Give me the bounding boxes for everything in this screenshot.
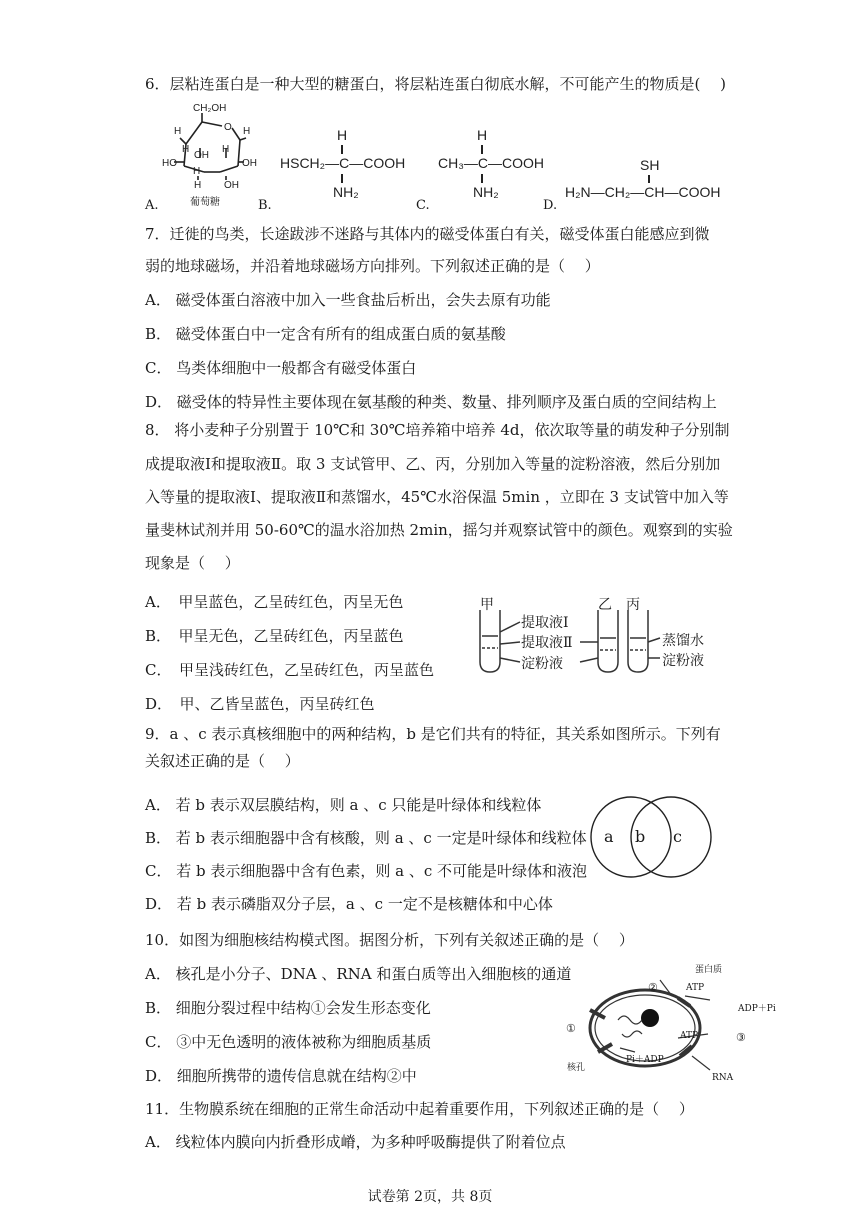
q8-option-d: D． 甲、乙皆呈蓝色，丙呈砖红色	[145, 695, 375, 713]
q6-option-a: A.	[145, 198, 159, 213]
q6-c-top: H	[477, 127, 488, 143]
q8-label-extract1: 提取液Ⅰ	[521, 615, 569, 631]
q7-option-a: A． 磁受体蛋白溶液中加入一些食盐后析出，会失去原有功能	[145, 291, 551, 309]
venn-label-a: a	[604, 827, 614, 846]
q8-stem-5: 现象是（ ）	[145, 554, 240, 572]
q9-stem-2: 关叙述正确的是（ ）	[145, 752, 300, 770]
nucleus-label-pore: 核孔	[567, 1063, 586, 1073]
q8-option-c: C． 甲呈浅砖红色，乙呈砖红色，丙呈蓝色	[145, 661, 434, 679]
q8-stem-3: 入等量的提取液Ⅰ、提取液Ⅱ和蒸馏水，45℃水浴保温 5min ，立即在 3 支试管中加入等	[145, 488, 729, 506]
glucose-o: O	[224, 122, 232, 133]
nucleus-label-n1: ①	[566, 1022, 576, 1035]
glucose-h5: H	[193, 166, 201, 177]
q10-option-a: A． 核孔是小分子、DNA 、RNA 和蛋白质等出入细胞核的通道	[145, 965, 572, 983]
nucleus-label-pi-adp: Pi＋ADP	[626, 1055, 664, 1065]
q8-label-starch-right: 淀粉液	[662, 653, 704, 669]
q7-option-b: B． 磁受体蛋白中一定含有所有的组成蛋白质的氨基酸	[145, 325, 506, 343]
q9-option-d: D． 若 b 表示磷脂双分子层，a 、c 一定不是核糖体和中心体	[145, 895, 553, 913]
q6-c-main: CH₃—C—COOH	[438, 155, 545, 171]
glucose-h6: H	[194, 180, 202, 191]
q10-option-d: D． 细胞所携带的遗传信息就在结构②中	[145, 1067, 417, 1085]
nucleus-label-adp-pi: ADP＋Pi	[738, 1004, 776, 1014]
nucleus-label-atp-top: ATP	[686, 983, 705, 993]
glucose-oh1: OH	[194, 150, 209, 161]
glucose-ho: HO	[162, 158, 177, 169]
q9-option-a: A． 若 b 表示双层膜结构，则 a 、c 只能是叶绿体和线粒体	[145, 796, 542, 814]
glucose-oh2: OH	[242, 158, 257, 169]
q9-option-c: C． 若 b 表示细胞器中含有色素，则 a 、c 不可能是叶绿体和液泡	[145, 862, 588, 880]
q6-d-main: H₂N—CH₂—CH—COOH	[565, 184, 721, 200]
q8-label-yi: 乙	[598, 597, 612, 613]
q8-stem-4: 量斐林试剂并用 50-60℃的温水浴加热 2min，摇匀并观察试管中的颜色。观察到的实验	[145, 521, 733, 539]
glucose-ch2oh: CH₂OH	[193, 103, 227, 114]
q9-stem-1: 9．a 、c 表示真核细胞中的两种结构，b 是它们共有的特征，其关系如图所示。下列有	[145, 725, 721, 743]
glucose-oh3: OH	[224, 180, 239, 191]
q8-label-jia: 甲	[480, 597, 494, 613]
q10-option-c: C． ③中无色透明的液体被称为细胞质基质	[145, 1033, 432, 1051]
q8-label-bing: 丙	[626, 597, 640, 613]
q6-stem: 6．层粘连蛋白是一种大型的糖蛋白，将层粘连蛋白彻底水解，不可能产生的物质是( )	[145, 75, 727, 93]
q7-option-d: D． 磁受体的特异性主要体现在氨基酸的种类、数量、排列顺序及蛋白质的空间结构上	[145, 393, 717, 411]
q9-option-b: B． 若 b 表示细胞器中含有核酸，则 a 、c 一定是叶绿体和线粒体	[145, 829, 587, 847]
q10-option-b: B． 细胞分裂过程中结构①会发生形态变化	[145, 999, 431, 1017]
q6-option-b: B.	[258, 198, 272, 213]
q6-c-bottom: NH₂	[473, 184, 499, 200]
q8-option-a: A． 甲呈蓝色，乙呈砖红色，丙呈无色	[145, 593, 404, 611]
q6-c-vbar-top	[481, 145, 483, 154]
nucleus-label-protein: 蛋白质	[695, 965, 723, 975]
q6-c-vbar-bottom	[481, 174, 483, 183]
q10-nucleus-figure	[560, 960, 780, 1085]
q6-d-top: SH	[640, 157, 660, 173]
nucleus-label-rna: RNA	[712, 1073, 734, 1083]
glucose-label: 葡萄糖	[190, 197, 220, 208]
q7-stem-1: 7．迁徙的鸟类，长途跋涉不迷路与其体内的磁受体蛋白有关，磁受体蛋白能感应到微	[145, 225, 710, 243]
q6-b-vbar-bottom	[341, 174, 343, 183]
q8-stem-2: 成提取液Ⅰ和提取液Ⅱ。取 3 支试管甲、乙、丙，分别加入等量的淀粉溶液，然后分别加	[145, 455, 721, 473]
glucose-h1: H	[174, 126, 182, 137]
q7-option-c: C． 鸟类体细胞中一般都含有磁受体蛋白	[145, 359, 417, 377]
glucose-h3: H	[182, 144, 190, 155]
q11-stem: 11．生物膜系统在细胞的正常生命活动中起着重要作用，下列叙述正确的是（ ）	[145, 1100, 694, 1118]
page-footer: 试卷第 2页，共 8页	[367, 1189, 493, 1205]
q6-b-bottom: NH₂	[333, 184, 359, 200]
nucleus-label-n3: ③	[736, 1031, 746, 1044]
nucleus-label-atp-mid: ATP	[680, 1031, 699, 1041]
q7-stem-2: 弱的地球磁场，并沿着地球磁场方向排列。下列叙述正确的是（ ）	[145, 257, 600, 275]
glucose-h4: H	[222, 144, 230, 155]
q8-option-b: B． 甲呈无色，乙呈砖红色，丙呈蓝色	[145, 627, 404, 645]
q11-option-a: A． 线粒体内膜向内折叠形成嵴，为多种呼吸酶提供了附着位点	[145, 1133, 566, 1151]
q8-label-extract2: 提取液Ⅱ	[521, 635, 573, 651]
q8-stem-1: 8． 将小麦种子分别置于 10℃和 30℃培养箱中培养 4d，依次取等量的萌发种子分别制	[145, 421, 730, 439]
q8-label-water: 蒸馏水	[662, 633, 704, 649]
q6-b-main: HSCH₂—C—COOH	[280, 155, 406, 171]
q10-stem: 10．如图为细胞核结构模式图。据图分析，下列有关叙述正确的是（ ）	[145, 931, 634, 949]
nucleus-label-n2: ②	[648, 981, 658, 994]
glucose-structure	[160, 100, 270, 195]
q6-option-c: C.	[416, 198, 430, 213]
q6-option-d: D.	[543, 198, 558, 213]
venn-label-c: c	[673, 827, 682, 846]
q8-label-starch-left: 淀粉液	[521, 656, 563, 672]
venn-label-b: b	[635, 827, 646, 846]
q6-d-vbar	[648, 175, 650, 183]
q6-b-top: H	[337, 127, 348, 143]
glucose-h2: H	[243, 126, 251, 137]
q6-b-vbar-top	[341, 145, 343, 154]
